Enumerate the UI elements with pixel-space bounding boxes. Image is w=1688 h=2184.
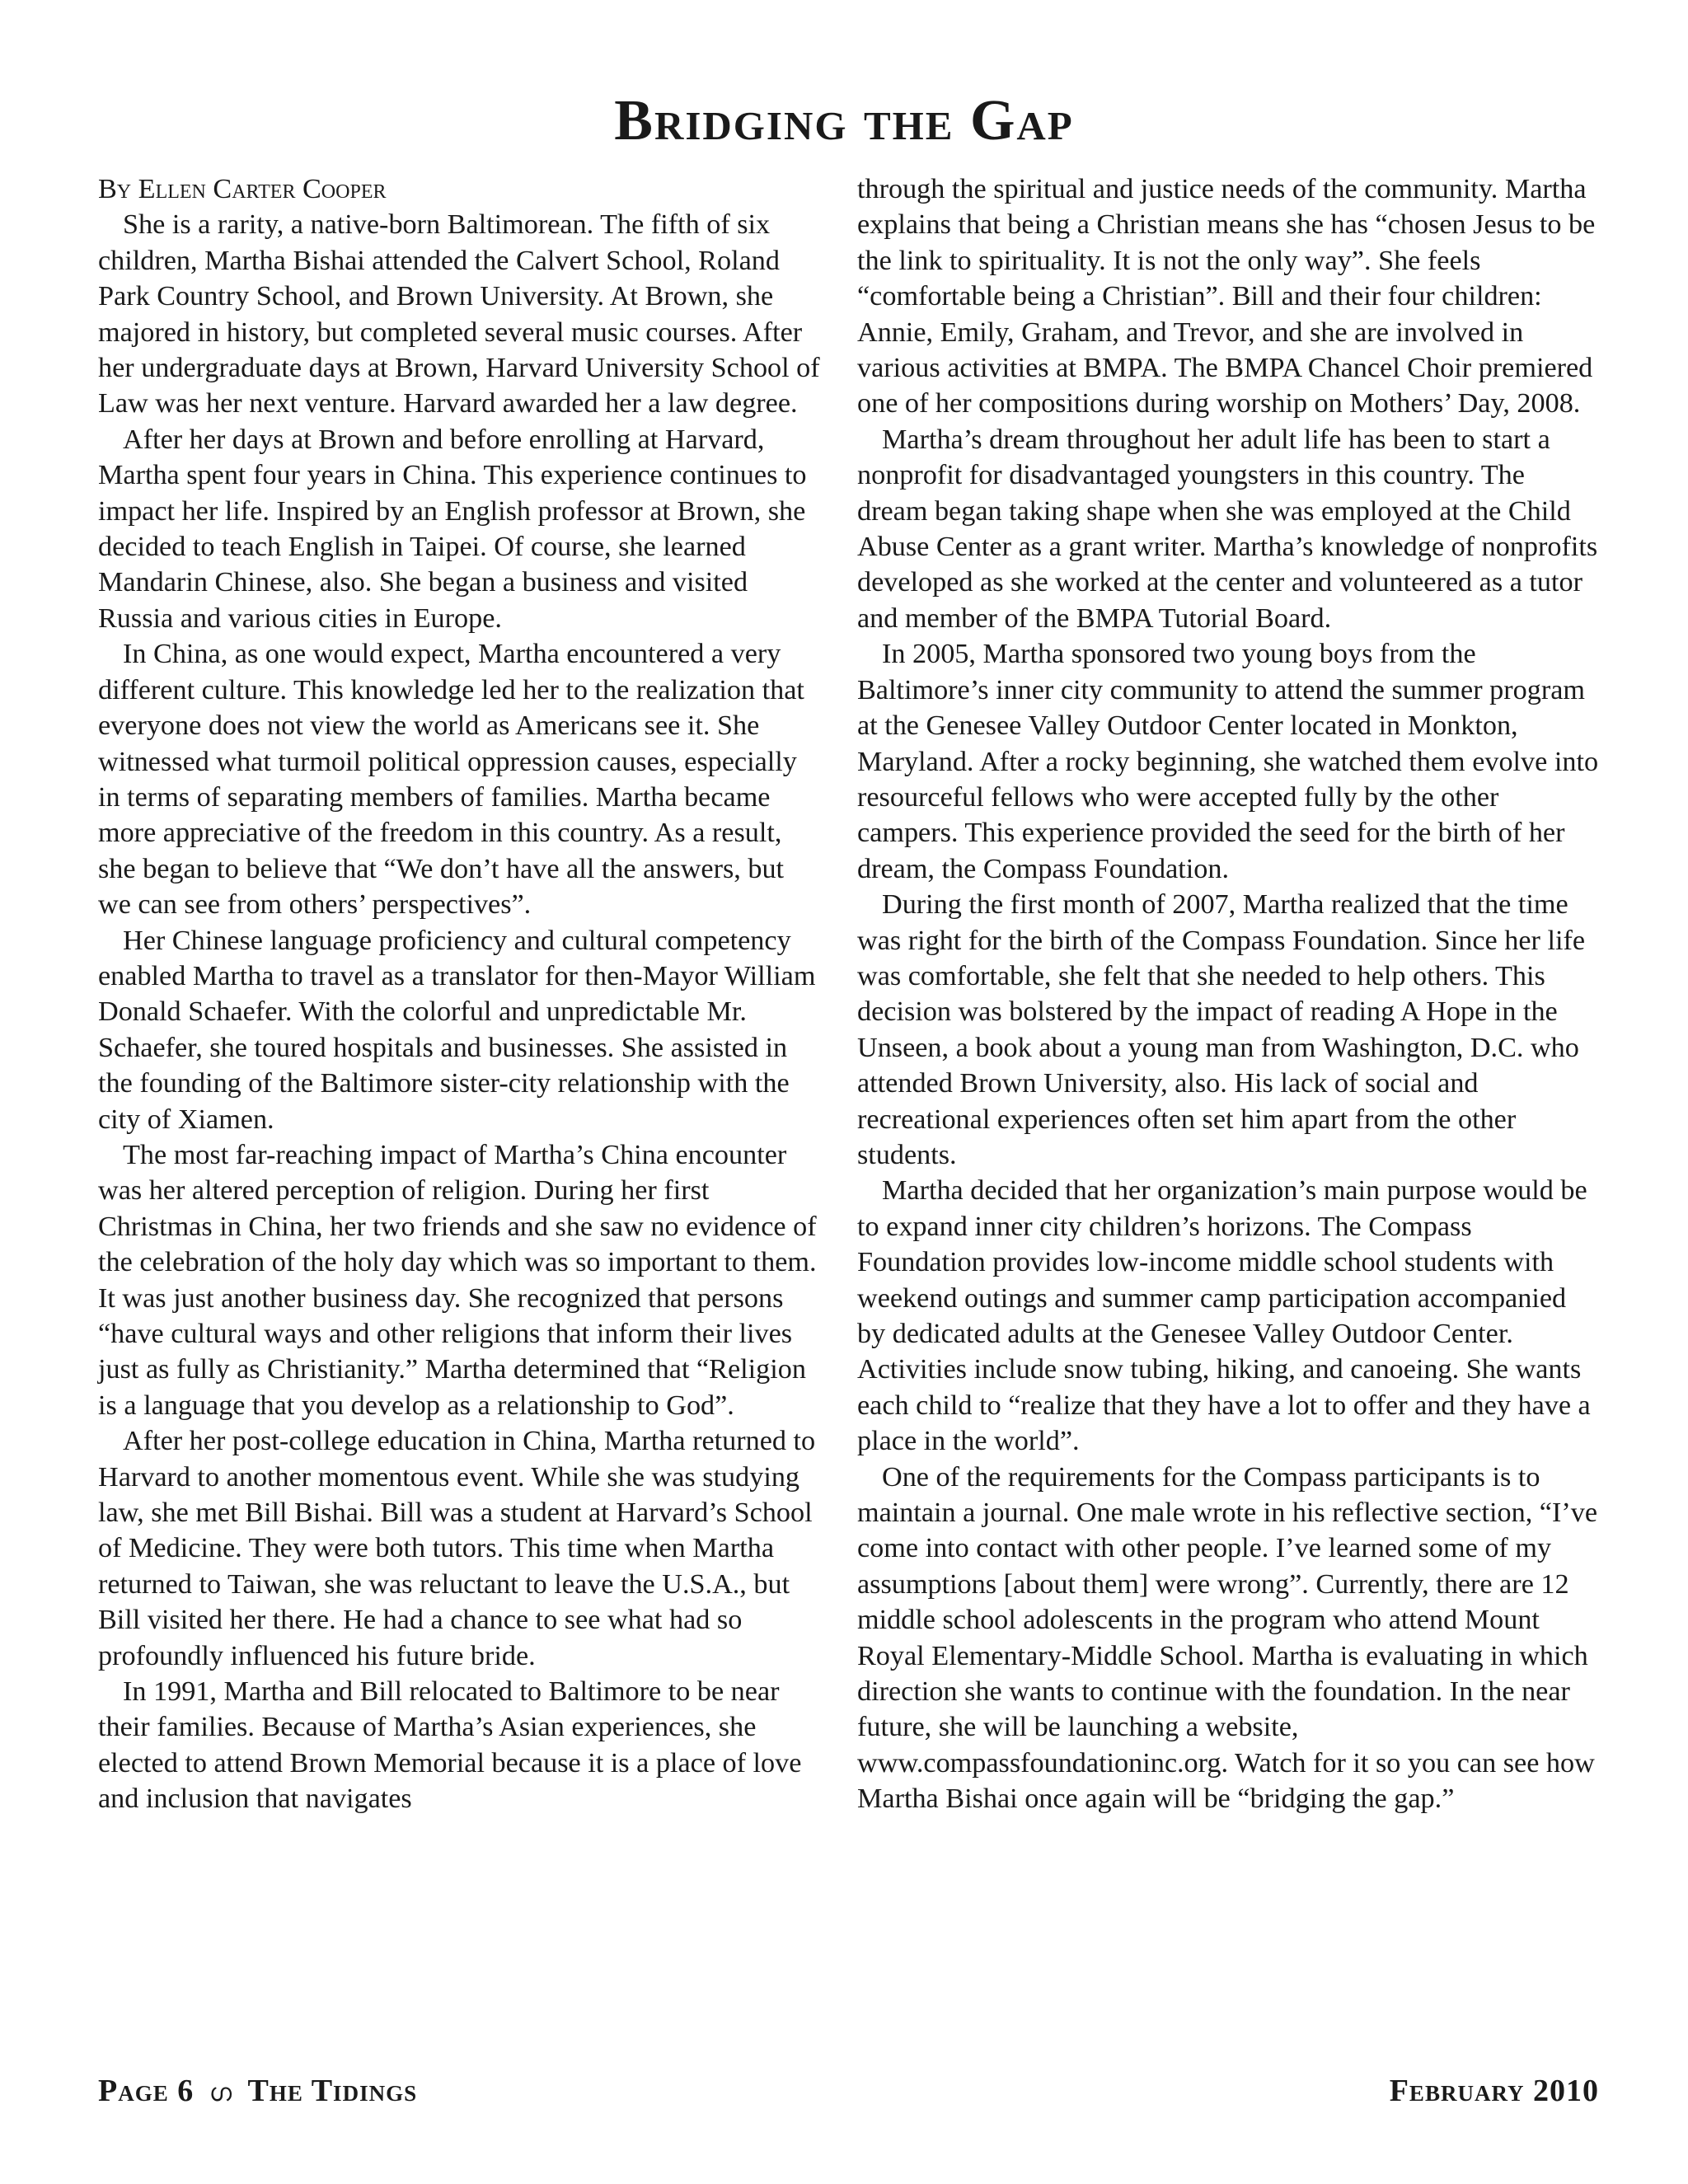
paragraph: In China, as one would expect, Martha encountered a very different culture. This knowledge led her to the realization that everyone does not view the world as Americans see it. She witnessed what turmoil political oppression causes, especially in terms of separating members of families. Martha became more appreciative of the freedom in this country. As a result, she began to believe that “We don’t have all the answers, but we can see from others’ perspectives”. — [98, 639, 804, 921]
paragraph: One of the requirements for the Compass participants is to maintain a journal. One male wrote in his reflective section, “I’ve come into contact with other people. I’ve learned some of my assumptions [about them] were wrong”. Currently, there are 12 middle school adolescents in the program who attend Mount Royal Elementary-Middle School. Martha is evaluating in which direction she wants to continue with the foundation. In the near future, she will be launching a website, www.compassfoundationinc.org. Watch for it so you can see how Martha Bishai once again will be “bridging the gap.” — [857, 1461, 1598, 1815]
paragraph: Martha’s dream throughout her adult life has been to start a nonprofit for disadvantaged youngsters in this country. The dream began taking shape when she was employed at the Child Abuse Center as a grant writer. Martha’s knowledge of nonprofits developed as she worked at the center and volunteered as a tutor and member of the BMPA Tutorial Board. — [857, 424, 1598, 634]
paragraph: Her Chinese language proficiency and cultural competency enabled Martha to travel as a translator for then-Mayor William Donald Schaefer. With the colorful and unpredictable Mr. Schaefer, she toured hospitals and businesses. She assisted in the founding of the Baltimore sister-city relationship with the city of Xiamen. — [98, 925, 816, 1135]
paragraph: After her days at Brown and before enrolling at Harvard, Martha spent four years in China. This experience continues to impact her life. Inspired by an English professor at Brown, she decided to teach English in Taipei. Of course, she learned Mandarin Chinese, also. She began a business and visited Russia and various cities in Europe. — [98, 424, 807, 634]
footer-page-info — [98, 2075, 417, 2107]
right-column — [857, 171, 1599, 1817]
footer-date: February 2010 — [1389, 2074, 1599, 2108]
paragraph: She is a rarity, a native-born Baltimorean. The fifth of six children, Martha Bishai attended the Calvert School, Roland Park Country School, and Brown University. At Brown, she majored in history, but completed several music courses. After her undergraduate days at Brown, Harvard University School of Law was her next venture. Harvard awarded her a law degree. — [98, 209, 820, 419]
article-byline: By Ellen Carter Cooper — [98, 174, 387, 204]
publication-name: The Tidings — [247, 2074, 418, 2108]
paragraph: The most far-reaching impact of Martha’s China encounter was her altered perception of religion. During her first Christmas in China, her two friends and she saw no evidence of the celebration of the holy day which was so important to them. It was just another business day. She recognized that persons “have cultural ways and other religions that inform their lives just as fully as Christianity.” Martha determined that “Religion is a language that you develop as a relationship to God”. — [98, 1139, 817, 1421]
paragraph: After her post-college education in China, Martha returned to Harvard to another momentous event. While she was studying law, she met Bill Bishai. Bill was a student at Harvard’s School of Medicine. They were both tutors. This time when Martha returned to Taiwan, she was reluctant to leave the U.S.A., but Bill visited her there. He had a chance to see what had so profoundly influenced his future bride. — [98, 1426, 816, 1671]
ornament-icon: ഗ — [209, 2079, 233, 2107]
paragraph: Martha decided that her organization’s main purpose would be to expand inner city children’s horizons. The Compass Foundation provides low-income middle school students with weekend outings and summer camp participation accompanied by dedicated adults at the Genesee Valley Outdoor Center. Activities include snow tubing, hiking, and canoeing. She wants each child to “realize that they have a lot to offer and they have a place in the world”. — [857, 1175, 1591, 1457]
paragraph-continued: through the spiritual and justice needs of the community. Martha explains that being a Christian means she has “chosen Jesus to be the link to spirituality. It is not the only way”. She feels “comfortable being a Christian”. Bill and their four children: Annie, Emily, Graham, and Trevor, and she are involved in various activities at BMPA. The BMPA Chancel Choir premiered one of her compositions during worship on Mothers’ Day, 2008. — [857, 174, 1596, 419]
left-column — [98, 171, 823, 1817]
paragraph: In 1991, Martha and Bill relocated to Baltimore to be near their families. Because of Martha’s Asian experiences, she elected to attend Brown Memorial because it is a place of love and inclusion that navigates — [98, 1676, 802, 1815]
paragraph: During the first month of 2007, Martha realized that the time was right for the birth of the Compass Foundation. Since her life was comfortable, she felt that she needed to help others. This decision was bolstered by the impact of reading A Hope in the Unseen, a book about a young man from Washington, D.C. who attended Brown University, also. His lack of social and recreational experiences often set him apart from the other students. — [857, 889, 1586, 1170]
paragraph: In 2005, Martha sponsored two young boys from the Baltimore’s inner city community to attend the summer program at the Genesee Valley Outdoor Center located in Monkton, Maryland. After a rocky beginning, she watched them evolve into resourceful fellows who were accepted fully by the other campers. This experience provided the seed for the birth of her dream, the Compass Foundation. — [857, 639, 1599, 884]
page-number: Page 6 — [98, 2074, 195, 2108]
article-title: Bridging the Gap — [614, 89, 1074, 152]
